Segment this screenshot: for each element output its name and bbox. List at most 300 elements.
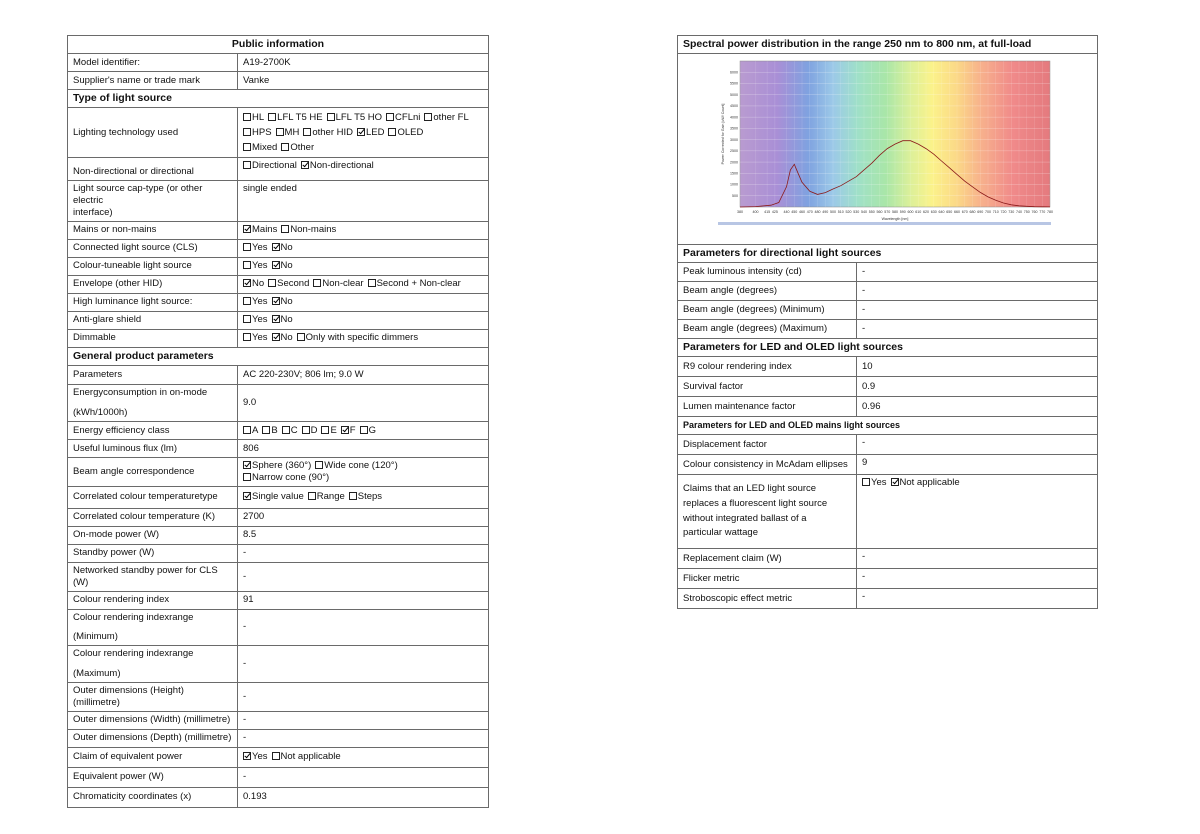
checkbox-option-label: Second + Non-clear xyxy=(376,278,461,290)
survival-factor-value: 0.9 xyxy=(857,377,1098,397)
colour-tuneable-options xyxy=(238,257,489,275)
mcadam-label: Colour consistency in McAdam ellipses xyxy=(678,455,857,475)
unchecked-box-icon xyxy=(321,426,329,434)
led-oled-heading: Parameters for LED and OLED light sources xyxy=(678,339,1098,357)
lighting-technology-options xyxy=(238,108,489,158)
checkbox-option xyxy=(357,127,384,138)
checkbox-option xyxy=(281,142,314,153)
unchecked-box-icon xyxy=(276,128,284,136)
spd-x-tick-label: 780 xyxy=(1047,210,1053,215)
spd-chart xyxy=(678,54,1096,240)
checkbox-option-label: LED xyxy=(365,127,385,139)
checkbox-option xyxy=(327,112,382,123)
spd-x-tick-label: 415 xyxy=(764,210,771,215)
parameters-label: Parameters xyxy=(68,366,238,385)
checkbox-option-label: Directional xyxy=(252,160,297,172)
beam-angle-correspondence-label: Beam angle correspondence xyxy=(68,458,238,487)
stroboscopic-label: Stroboscopic effect metric xyxy=(678,589,857,609)
checkbox-option-label: Yes xyxy=(871,477,887,489)
unchecked-box-icon xyxy=(297,333,305,341)
spd-y-tick-label: 1000 xyxy=(730,182,738,187)
unchecked-box-icon xyxy=(282,426,290,434)
checkbox-option-label: A xyxy=(252,424,259,436)
cri-label: Colour rendering index xyxy=(68,591,238,609)
cri-max-value: - xyxy=(238,646,489,683)
checkbox-option xyxy=(315,460,398,471)
beam-angle-min-value: - xyxy=(857,301,1098,320)
unchecked-box-icon xyxy=(243,315,251,323)
checkbox-option-label: OLED xyxy=(397,127,424,139)
spd-x-tick-label: 590 xyxy=(899,210,906,215)
fluorescent-claim-label: Claims that an LED light source replaces a fluorescent light source without integrated ballast of a particular wattage xyxy=(678,475,857,549)
lumen-maintenance-label: Lumen maintenance factor xyxy=(678,397,857,417)
checkbox-option-label: HPS xyxy=(252,127,272,139)
checked-box-icon xyxy=(272,297,280,305)
checkbox-option-label: G xyxy=(368,424,376,436)
checkbox-option-label: Other xyxy=(290,142,315,154)
spd-y-tick-label: 4500 xyxy=(730,104,738,109)
unchecked-box-icon xyxy=(281,225,289,233)
spd-x-tick-label: 500 xyxy=(830,210,836,215)
checkbox-option xyxy=(268,112,322,123)
unchecked-box-icon xyxy=(243,297,251,305)
checkbox-option xyxy=(268,278,309,289)
spd-y-tick-label: 500 xyxy=(732,194,738,199)
checkbox-option xyxy=(272,332,293,343)
spd-x-tick-label: 600 xyxy=(907,210,914,215)
checkbox-option-label: Range xyxy=(316,491,345,503)
checkbox-option-label: No xyxy=(280,260,293,272)
equivalent-power-claim-label: Claim of equivalent power xyxy=(68,747,238,767)
checkbox-option xyxy=(243,425,258,436)
checkbox-option-label: No xyxy=(280,242,293,254)
unchecked-box-icon xyxy=(360,426,368,434)
checked-box-icon xyxy=(272,261,280,269)
mains-options xyxy=(238,221,489,239)
stroboscopic-value: - xyxy=(857,589,1098,609)
depth-label: Outer dimensions (Depth) (millimetre) xyxy=(68,729,238,747)
unchecked-box-icon xyxy=(349,492,357,500)
checkbox-option-label: No xyxy=(252,278,265,290)
spd-x-tick-label: 650 xyxy=(946,210,953,215)
checked-box-icon xyxy=(243,225,251,233)
cri-min-value: - xyxy=(238,609,489,646)
mains-label: Mains or non-mains xyxy=(68,221,238,239)
checkbox-option xyxy=(243,332,268,343)
displacement-factor-label: Displacement factor xyxy=(678,435,857,455)
spd-x-tick-label: 460 xyxy=(799,210,805,215)
checkbox-option-label: CFLni xyxy=(395,112,421,124)
checkbox-option-label: E xyxy=(330,424,337,436)
beam-angle-correspondence-options xyxy=(238,458,489,487)
checked-box-icon xyxy=(272,243,280,251)
checkbox-option-label: D xyxy=(310,424,318,436)
spd-x-tick-label: 450 xyxy=(791,210,798,215)
unchecked-box-icon xyxy=(243,473,251,481)
beam-angle-max-value: - xyxy=(857,320,1098,339)
checkbox-option-label: Steps xyxy=(357,491,383,503)
spd-y-tick-label: 6000 xyxy=(730,70,738,75)
checkbox-option xyxy=(272,260,293,271)
height-label: Outer dimensions (Height) (millimetre) xyxy=(68,683,238,712)
checkbox-option-label: Narrow cone (90°) xyxy=(252,471,330,483)
spd-y-tick-label: 2000 xyxy=(730,160,738,165)
on-mode-power-label: On-mode power (W) xyxy=(68,526,238,544)
table-title: Public information xyxy=(68,36,489,54)
checkbox-option xyxy=(862,477,887,488)
checkbox-option xyxy=(243,278,264,289)
cri-value: 91 xyxy=(238,591,489,609)
checkbox-option-label: Only with specific dimmers xyxy=(305,332,419,344)
luminous-flux-label: Useful luminous flux (lm) xyxy=(68,440,238,458)
spd-x-tick-label: 580 xyxy=(892,210,898,215)
directional-heading: Parameters for directional light sources xyxy=(678,245,1098,263)
checkbox-option-label: Yes xyxy=(252,314,268,326)
survival-factor-label: Survival factor xyxy=(678,377,857,397)
checkbox-option xyxy=(243,296,268,307)
beam-angle-value: - xyxy=(857,282,1098,301)
dimmable-label: Dimmable xyxy=(68,329,238,347)
checkbox-option-label: C xyxy=(290,424,298,436)
unchecked-box-icon xyxy=(281,143,289,151)
checkbox-option xyxy=(243,142,277,153)
width-label: Outer dimensions (Width) (millimetre) xyxy=(68,711,238,729)
cri-max-label: Colour rendering indexrange (Maximum) xyxy=(68,646,238,683)
depth-value: - xyxy=(238,729,489,747)
unchecked-box-icon xyxy=(302,426,310,434)
checked-box-icon xyxy=(891,478,899,486)
unchecked-box-icon xyxy=(315,461,323,469)
height-value: - xyxy=(238,683,489,712)
spd-x-tick-label: 400 xyxy=(752,210,759,215)
spd-y-tick-label: 2500 xyxy=(730,149,738,154)
checked-box-icon xyxy=(272,333,280,341)
chromaticity-value: 0.193 xyxy=(238,787,489,807)
checkbox-row xyxy=(243,125,483,140)
checkbox-option xyxy=(243,314,268,325)
checkbox-option xyxy=(243,491,304,502)
flicker-metric-label: Flicker metric xyxy=(678,569,857,589)
high-luminance-options xyxy=(238,293,489,311)
width-value: - xyxy=(238,711,489,729)
spd-scrollbar xyxy=(718,222,1051,225)
supplier-value: Vanke xyxy=(238,72,489,90)
checkbox-option-label: Non-mains xyxy=(290,224,337,236)
spd-x-ticks xyxy=(737,210,1053,214)
checkbox-option-label: Wide cone (120°) xyxy=(324,460,398,471)
unchecked-box-icon xyxy=(386,113,394,121)
spd-x-tick-label: 550 xyxy=(868,210,875,215)
spd-x-tick-label: 680 xyxy=(969,210,976,215)
checkbox-option-label: Yes xyxy=(252,751,268,763)
checked-box-icon xyxy=(243,279,251,287)
cct-value: 2700 xyxy=(238,508,489,526)
standby-power-value: - xyxy=(238,544,489,562)
checkbox-option-label: F xyxy=(349,424,356,436)
spd-x-tick-label: 730 xyxy=(1008,210,1015,215)
spd-x-tick-label: 620 xyxy=(923,210,929,215)
unchecked-box-icon xyxy=(368,279,376,287)
unchecked-box-icon xyxy=(243,143,251,151)
r9-value: 10 xyxy=(857,357,1098,377)
checkbox-option xyxy=(276,127,300,138)
cap-type-value: single ended xyxy=(238,181,489,222)
checkbox-option xyxy=(243,224,277,235)
checkbox-option xyxy=(341,425,356,436)
spd-x-tick-label: 660 xyxy=(954,210,960,215)
unchecked-box-icon xyxy=(262,426,270,434)
checkbox-option-label: HL xyxy=(252,112,265,124)
unchecked-box-icon xyxy=(243,243,251,251)
unchecked-box-icon xyxy=(243,333,251,341)
checkbox-option xyxy=(243,751,268,762)
unchecked-box-icon xyxy=(243,128,251,136)
spd-x-tick-label: 570 xyxy=(884,210,891,215)
beam-angle-label: Beam angle (degrees) xyxy=(678,282,857,301)
checkbox-option xyxy=(272,751,341,762)
checkbox-option xyxy=(243,112,264,123)
anti-glare-label: Anti-glare shield xyxy=(68,311,238,329)
cls-label: Connected light source (CLS) xyxy=(68,239,238,257)
anti-glare-options xyxy=(238,311,489,329)
checked-box-icon xyxy=(243,461,251,469)
checkbox-row xyxy=(243,110,483,125)
equivalent-power-value: - xyxy=(238,767,489,787)
checkbox-option-label: LFL T5 HE xyxy=(277,112,323,124)
displacement-factor-value: - xyxy=(857,435,1098,455)
spd-x-tick-label: 425 xyxy=(771,210,778,215)
spd-y-tick-label: 5500 xyxy=(730,81,738,86)
unchecked-box-icon xyxy=(308,492,316,500)
cct-label: Correlated colour temperature (K) xyxy=(68,508,238,526)
fluorescent-claim-options xyxy=(857,475,1098,549)
spd-y-tick-label: 1500 xyxy=(730,171,738,176)
energy-consumption-label: Energyconsumption in on-mode (kWh/1000h) xyxy=(68,385,238,422)
checkbox-option-label: Non-directional xyxy=(309,160,374,172)
spd-x-tick-label: 700 xyxy=(985,210,991,215)
spd-x-tick-label: 440 xyxy=(783,210,790,215)
networked-standby-label: Networked standby power for CLS (W) xyxy=(68,562,238,591)
envelope-options xyxy=(238,275,489,293)
directional-options xyxy=(238,158,489,181)
unchecked-box-icon xyxy=(272,752,280,760)
checked-box-icon xyxy=(272,315,280,323)
checkbox-option xyxy=(301,160,374,171)
checkbox-option-label: Sphere (360°) xyxy=(252,460,312,471)
replacement-claim-label: Replacement claim (W) xyxy=(678,549,857,569)
unchecked-box-icon xyxy=(268,113,276,121)
checkbox-option xyxy=(243,460,311,471)
checkbox-option xyxy=(424,112,468,123)
dimmable-options xyxy=(238,329,489,347)
spd-x-tick-label: 530 xyxy=(853,210,860,215)
checkbox-option-label: Second xyxy=(277,278,310,290)
checkbox-option-label: other HID xyxy=(312,127,353,139)
spd-x-tick-label: 610 xyxy=(915,210,922,215)
equivalent-power-label: Equivalent power (W) xyxy=(68,767,238,787)
lumen-maintenance-value: 0.96 xyxy=(857,397,1098,417)
checkbox-option-label: Yes xyxy=(252,296,268,308)
checkbox-option xyxy=(243,260,268,271)
checkbox-option xyxy=(297,332,418,343)
checkbox-option xyxy=(243,160,297,171)
checkbox-option xyxy=(321,425,336,436)
beam-angle-max-label: Beam angle (degrees) (Maximum) xyxy=(678,320,857,339)
checked-box-icon xyxy=(301,161,309,169)
checkbox-option-label: Yes xyxy=(252,260,268,272)
checkbox-option xyxy=(243,472,329,483)
peak-intensity-value: - xyxy=(857,263,1098,282)
checkbox-option xyxy=(891,477,960,488)
checkbox-option xyxy=(368,278,461,289)
unchecked-box-icon xyxy=(243,426,251,434)
model-identifier-label: Model identifier: xyxy=(68,54,238,72)
checkbox-option xyxy=(281,224,336,235)
led-mains-heading: Parameters for LED and OLED mains light sources xyxy=(678,417,1098,435)
checkbox-option xyxy=(272,296,293,307)
checkbox-option xyxy=(243,242,268,253)
spd-x-tick-label: 560 xyxy=(876,210,883,215)
spd-x-tick-label: 470 xyxy=(806,210,813,215)
public-information-table xyxy=(67,35,489,808)
spd-x-tick-label: 480 xyxy=(814,210,821,215)
spd-x-tick-label: 750 xyxy=(1023,210,1030,215)
checkbox-option-label: Not applicable xyxy=(899,477,960,489)
checkbox-option xyxy=(386,112,420,123)
standby-power-label: Standby power (W) xyxy=(68,544,238,562)
spd-x-tick-label: 760 xyxy=(1031,210,1038,215)
spd-x-tick-label: 720 xyxy=(1000,210,1007,215)
supplier-label: Supplier's name or trade mark xyxy=(68,72,238,90)
checkbox-option-label: other FL xyxy=(433,112,469,124)
spd-x-tick-label: 520 xyxy=(845,210,852,215)
unchecked-box-icon xyxy=(388,128,396,136)
spd-x-tick-label: 640 xyxy=(938,210,945,215)
general-parameters-heading: General product parameters xyxy=(68,347,489,365)
spd-y-tick-label: 5000 xyxy=(730,93,738,98)
unchecked-box-icon xyxy=(243,261,251,269)
checkbox-option-label: No xyxy=(280,332,293,344)
energy-efficiency-class-options xyxy=(238,422,489,440)
unchecked-box-icon xyxy=(303,128,311,136)
checked-box-icon xyxy=(243,752,251,760)
checkbox-option xyxy=(303,127,353,138)
parameters-value: AC 220-230V; 806 lm; 9.0 W xyxy=(238,366,489,385)
checkbox-option xyxy=(282,425,298,436)
lighting-technology-label: Lighting technology used xyxy=(68,108,238,158)
checkbox-option-label: LFL T5 HO xyxy=(335,112,383,124)
checkbox-option-label: MH xyxy=(284,127,300,139)
checkbox-option-label: Non-clear xyxy=(322,278,364,290)
spd-x-tick-label: 490 xyxy=(822,210,829,215)
luminous-flux-value: 806 xyxy=(238,440,489,458)
replacement-claim-value: - xyxy=(857,549,1098,569)
unchecked-box-icon xyxy=(313,279,321,287)
cct-type-label: Correlated colour temperaturetype xyxy=(68,486,238,508)
checkbox-option-label: Mixed xyxy=(252,142,278,154)
flicker-metric-value: - xyxy=(857,569,1098,589)
spd-x-tick-label: 510 xyxy=(837,210,844,215)
checkbox-option xyxy=(262,425,277,436)
spd-x-tick-label: 740 xyxy=(1016,210,1022,215)
spd-x-tick-label: 670 xyxy=(961,210,968,215)
checkbox-option xyxy=(360,425,376,436)
spd-and-led-table xyxy=(677,35,1098,609)
energy-efficiency-class-label: Energy efficiency class xyxy=(68,422,238,440)
unchecked-box-icon xyxy=(424,113,432,121)
high-luminance-label: High luminance light source: xyxy=(68,293,238,311)
spd-x-axis-label: Wavelength [nm] xyxy=(881,217,909,222)
checkbox-option-label: No xyxy=(280,314,293,326)
checkbox-option xyxy=(272,242,293,253)
model-identifier-value: A19-2700K xyxy=(238,54,489,72)
envelope-label: Envelope (other HID) xyxy=(68,275,238,293)
colour-tuneable-label: Colour-tuneable light source xyxy=(68,257,238,275)
unchecked-box-icon xyxy=(243,161,251,169)
checkbox-option-label: No xyxy=(280,296,293,308)
networked-standby-value: - xyxy=(238,562,489,591)
checked-box-icon xyxy=(243,492,251,500)
mcadam-value: 9 xyxy=(857,455,1098,475)
beam-angle-min-label: Beam angle (degrees) (Minimum) xyxy=(678,301,857,320)
checkbox-row xyxy=(243,140,483,155)
spd-title: Spectral power distribution in the range 250 nm to 800 nm, at full-load xyxy=(678,36,1098,54)
checkbox-option xyxy=(308,491,345,502)
unchecked-box-icon xyxy=(243,113,251,121)
cri-min-label: Colour rendering indexrange (Minimum) xyxy=(68,609,238,646)
spd-x-tick-label: 710 xyxy=(992,210,999,215)
checkbox-option xyxy=(313,278,363,289)
spd-x-tick-label: 380 xyxy=(737,210,743,215)
checked-box-icon xyxy=(341,426,349,434)
checkbox-option-label: Mains xyxy=(252,224,278,236)
cls-options xyxy=(238,239,489,257)
checked-box-icon xyxy=(357,128,365,136)
checkbox-option-label: B xyxy=(271,424,278,436)
chromaticity-label: Chromaticity coordinates (x) xyxy=(68,787,238,807)
checkbox-option xyxy=(272,314,293,325)
peak-intensity-label: Peak luminous intensity (cd) xyxy=(678,263,857,282)
unchecked-box-icon xyxy=(862,478,870,486)
checkbox-option xyxy=(243,127,272,138)
checkbox-option-label: Yes xyxy=(252,242,268,254)
spd-y-tick-label: 4000 xyxy=(730,115,738,120)
spd-chart-cell xyxy=(678,54,1098,245)
directional-label: Non-directional or directional xyxy=(68,158,238,181)
checkbox-option xyxy=(302,425,318,436)
checkbox-option xyxy=(349,491,382,502)
spd-y-axis-label: Power Corrected for Gain [uW/ Count] xyxy=(721,103,725,165)
spd-x-tick-label: 770 xyxy=(1039,210,1046,215)
cct-type-options xyxy=(238,486,489,508)
unchecked-box-icon xyxy=(327,113,335,121)
type-of-light-source-heading: Type of light source xyxy=(68,90,489,108)
cap-type-label: Light source cap-type (or other electric interface) xyxy=(68,181,238,222)
checkbox-option xyxy=(388,127,423,138)
spd-y-tick-label: 3000 xyxy=(730,137,738,142)
on-mode-power-value: 8.5 xyxy=(238,526,489,544)
spd-x-tick-label: 540 xyxy=(861,210,867,215)
checkbox-option-label: Single value xyxy=(252,491,304,503)
r9-label: R9 colour rendering index xyxy=(678,357,857,377)
checkbox-option-label: Not applicable xyxy=(280,751,341,763)
spd-x-tick-label: 630 xyxy=(930,210,937,215)
spd-x-tick-label: 690 xyxy=(977,210,984,215)
equivalent-power-claim-options xyxy=(238,747,489,767)
unchecked-box-icon xyxy=(268,279,276,287)
spd-y-tick-label: 3500 xyxy=(730,126,738,131)
checkbox-option-label: Yes xyxy=(252,332,268,344)
